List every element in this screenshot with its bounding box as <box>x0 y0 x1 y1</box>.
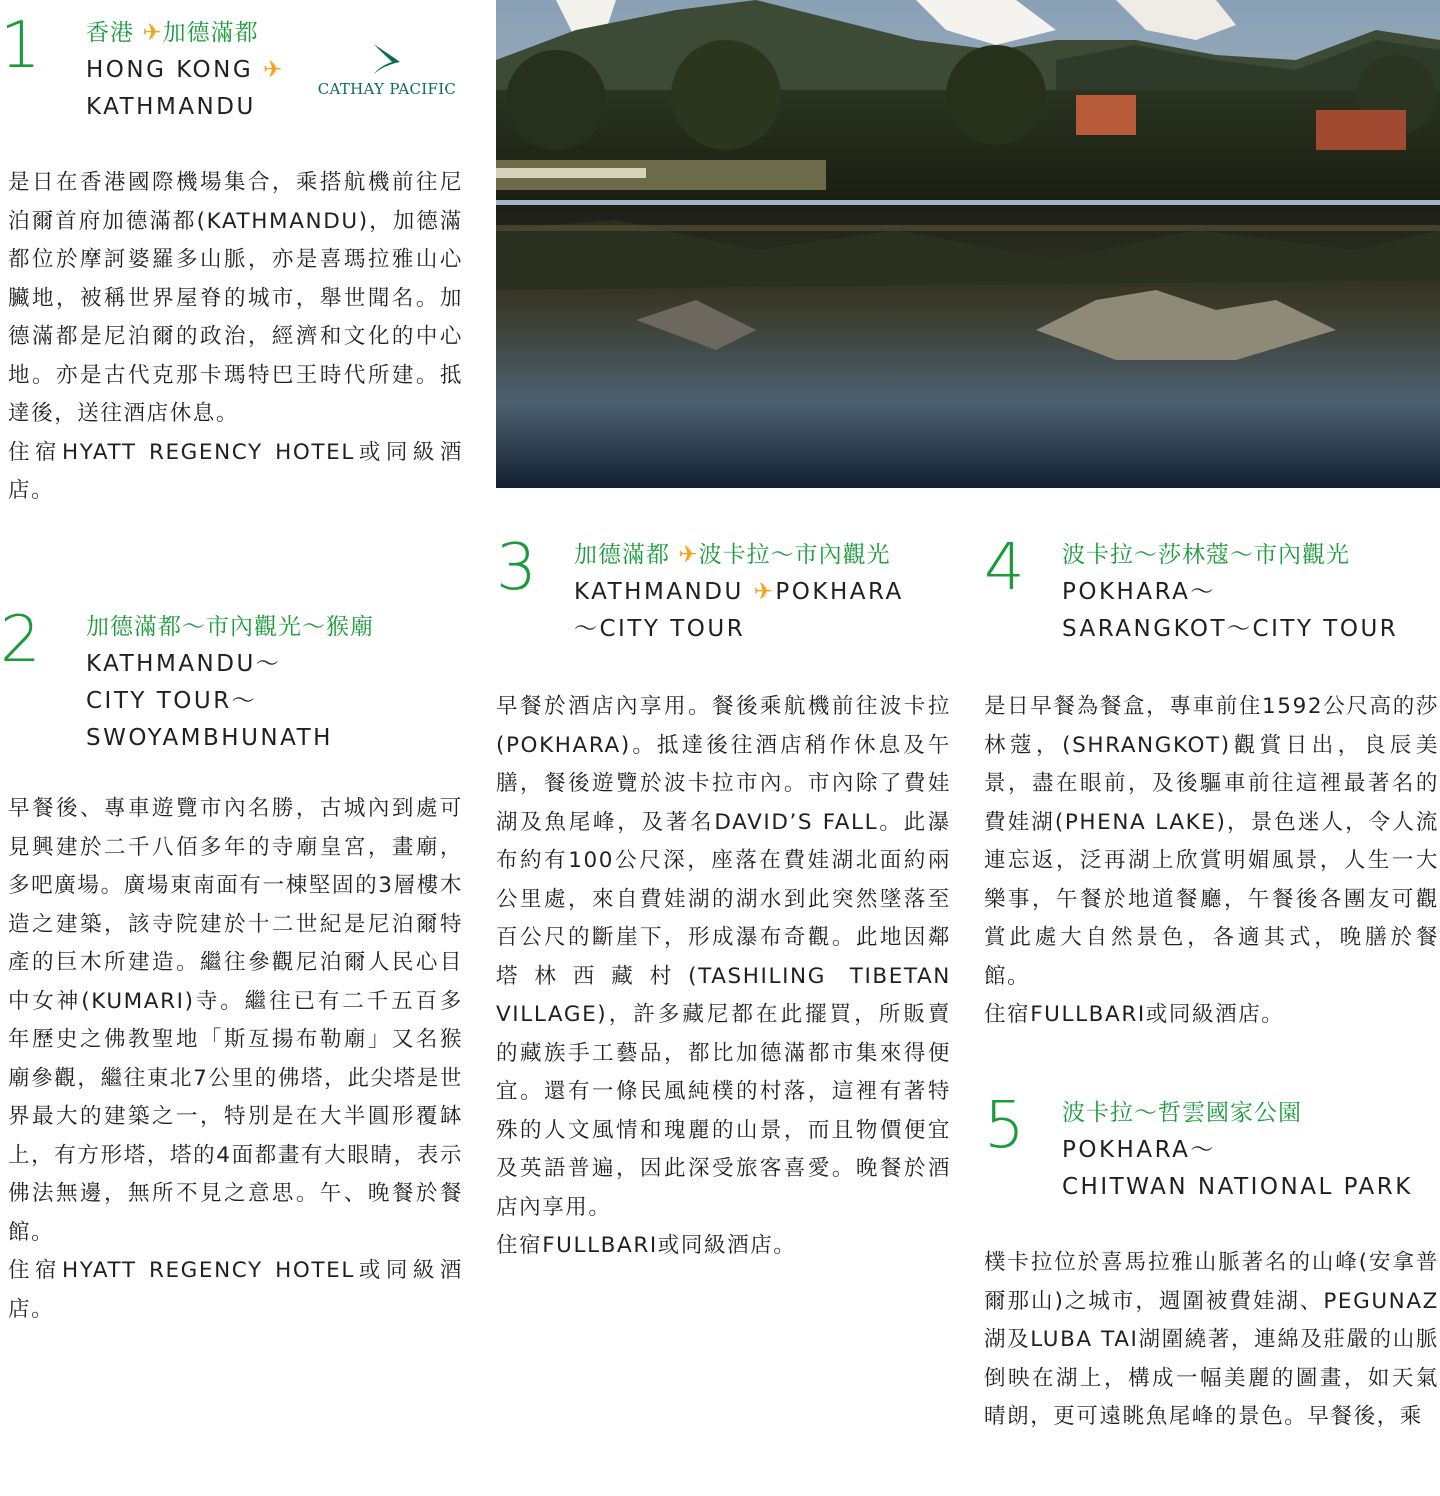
day-description <box>496 688 951 1266</box>
day-heading <box>1062 1094 1413 1206</box>
paragraph: 樸卡拉位於喜馬拉雅山脈著名的山峰(安拿普爾那山)之城市，週圍被費娃湖、PEGUNAZ湖及LUBA TAI湖圍繞著，連綿及莊嚴的山脈倒映在湖上，構成一幅美麗的圖畫，如天氣晴朗，更可遠眺魚尾峰的景色。早餐後，乘 <box>984 1250 1439 1429</box>
heading-english-line2: KATHMANDU <box>86 94 256 120</box>
paragraph: 住宿HYATT REGENCY HOTEL或同級酒店。 <box>8 439 463 503</box>
heading-chinese: 波卡拉～哲雲國家公園 <box>1062 1100 1302 1126</box>
day-number: 5 <box>984 1094 1025 1163</box>
day-number: 2 <box>0 603 41 677</box>
day-number: 1 <box>0 9 41 83</box>
heading-english: POKHARA～ <box>1062 1137 1216 1163</box>
day-description <box>984 688 1439 1035</box>
plane-arrow-icon: ✈ <box>753 579 776 605</box>
heading-chinese: 加德滿都～市內觀光～猴廟 <box>86 614 374 640</box>
day-5-section <box>984 1094 1440 1474</box>
day-1-section <box>0 9 470 574</box>
day-description <box>8 164 463 511</box>
paragraph: 住宿FULLBARI或同級酒店。 <box>984 1002 1285 1027</box>
day-3-section <box>496 531 956 1336</box>
heading-english: HONG KONG ✈ <box>86 57 285 83</box>
day-4-section <box>984 536 1440 1076</box>
plane-arrow-icon: ✈ <box>142 20 163 46</box>
day-heading <box>86 14 285 126</box>
day-heading <box>86 608 374 757</box>
heading-chinese: 波卡拉～莎林蔻～市內觀光 <box>1062 542 1350 568</box>
day-description <box>984 1244 1439 1437</box>
heading-english-line2: CHITWAN NATIONAL PARK <box>1062 1174 1413 1200</box>
heading-english-line2: CITY TOUR～ <box>86 688 258 714</box>
paragraph: 住宿HYATT REGENCY HOTEL或同級酒店。 <box>8 1258 463 1322</box>
heading-english: KATHMANDU ✈POKHARA <box>574 579 904 605</box>
paragraph: 早餐後、專車遊覽市內名勝，古城內到處可見興建於二千八佰多年的寺廟皇宮，畫廟，多吧廣場。廣場東南面有一棟堅固的3層樓木造之建築，該寺院建於十二世紀是尼泊爾特產的巨木所建造。繼往參觀尼泊爾人民心目中女神(KUMARI)寺。繼往已有二千五百多年歷史之佛教聖地「斯亙揚布勒廟」又名猴廟參觀，繼往東北7公里的佛塔，此尖塔是世界最大的建築之一，特別是在大半圓形覆缽上，有方形塔，塔的4面都畫有大眼睛，表示佛法無邊，無所不見之意思。午、晚餐於餐館。 <box>8 796 463 1245</box>
airline-name: CATHAY PACIFIC <box>317 80 457 98</box>
heading-english: POKHARA～ <box>1062 579 1216 605</box>
brushwing-icon <box>316 42 458 82</box>
paragraph: 住宿FULLBARI或同級酒店。 <box>496 1233 797 1258</box>
heading-english-line3: SWOYAMBHUNATH <box>86 725 333 751</box>
heading-english-line2: ～CITY TOUR <box>574 616 746 642</box>
plane-arrow-icon: ✈ <box>678 542 699 568</box>
day-2-section <box>0 603 470 1408</box>
lake-mountain-image <box>496 0 1440 488</box>
heading-chinese: 香港 ✈加德滿都 <box>86 20 259 46</box>
plane-arrow-icon: ✈ <box>263 57 285 83</box>
day-heading <box>1062 536 1398 648</box>
day-number: 3 <box>496 531 537 605</box>
paragraph: 是日早餐為餐盒，專車前住1592公尺高的莎林蔻，(SHRANGKOT)觀賞日出，良辰美景，盡在眼前，及後驅車前往這裡最著名的費娃湖(PHENA LAKE)，景色迷人，令人流連忘返，泛再湖上欣賞明媚風景，人生一大樂事，午餐於地道餐廳，午餐後各團友可觀賞此處大自然景色，各適其式，晚膳於餐館。 <box>984 694 1439 989</box>
heading-english-line2: SARANGKOT～CITY TOUR <box>1062 616 1399 642</box>
heading-english: KATHMANDU～ <box>86 651 282 677</box>
paragraph: 早餐於酒店內享用。餐後乘航機前往波卡拉(POKHARA)。抵達後往酒店稍作休息及午膳，餐後遊覽於波卡拉市內。市內除了費娃湖及魚尾峰，及著名DAVID’S FALL。此瀑布約有100公尺深，座落在費娃湖北面約兩公里處，來自費娃湖的湖水到此突然墜落至百公尺的斷崖下，形成瀑布奇觀。此地因鄰塔林西藏村(TASHILING TIBETAN VILLAGE)，許多藏尼都在此擺買，所販賣的藏族手工藝品，都比加德滿都市集來得便宜。還有一條民風純樸的村落，這裡有著特殊的人文風情和瑰麗的山景，而且物價便宜及英語普遍，因此深受旅客喜愛。晚餐於酒店內享用。 <box>496 694 951 1220</box>
phewa-lake-photo <box>496 0 1440 488</box>
day-heading <box>574 536 904 648</box>
paragraph: 是日在香港國際機場集合，乘搭航機前往尼泊爾首府加德滿都(KATHMANDU)，加德滿都位於摩訶婆羅多山脈，亦是喜瑪拉雅山心臟地，被稱世界屋脊的城市，舉世聞名。加德滿都是尼泊爾的政治，經濟和文化的中心地。亦是古代克那卡瑪特巴王時代所建。抵達後，送往酒店休息。 <box>8 170 463 426</box>
day-number: 4 <box>984 536 1025 605</box>
day-description <box>8 790 463 1329</box>
heading-chinese: 加德滿都 ✈波卡拉～市內觀光 <box>574 542 891 568</box>
cathay-pacific-logo <box>316 42 458 98</box>
